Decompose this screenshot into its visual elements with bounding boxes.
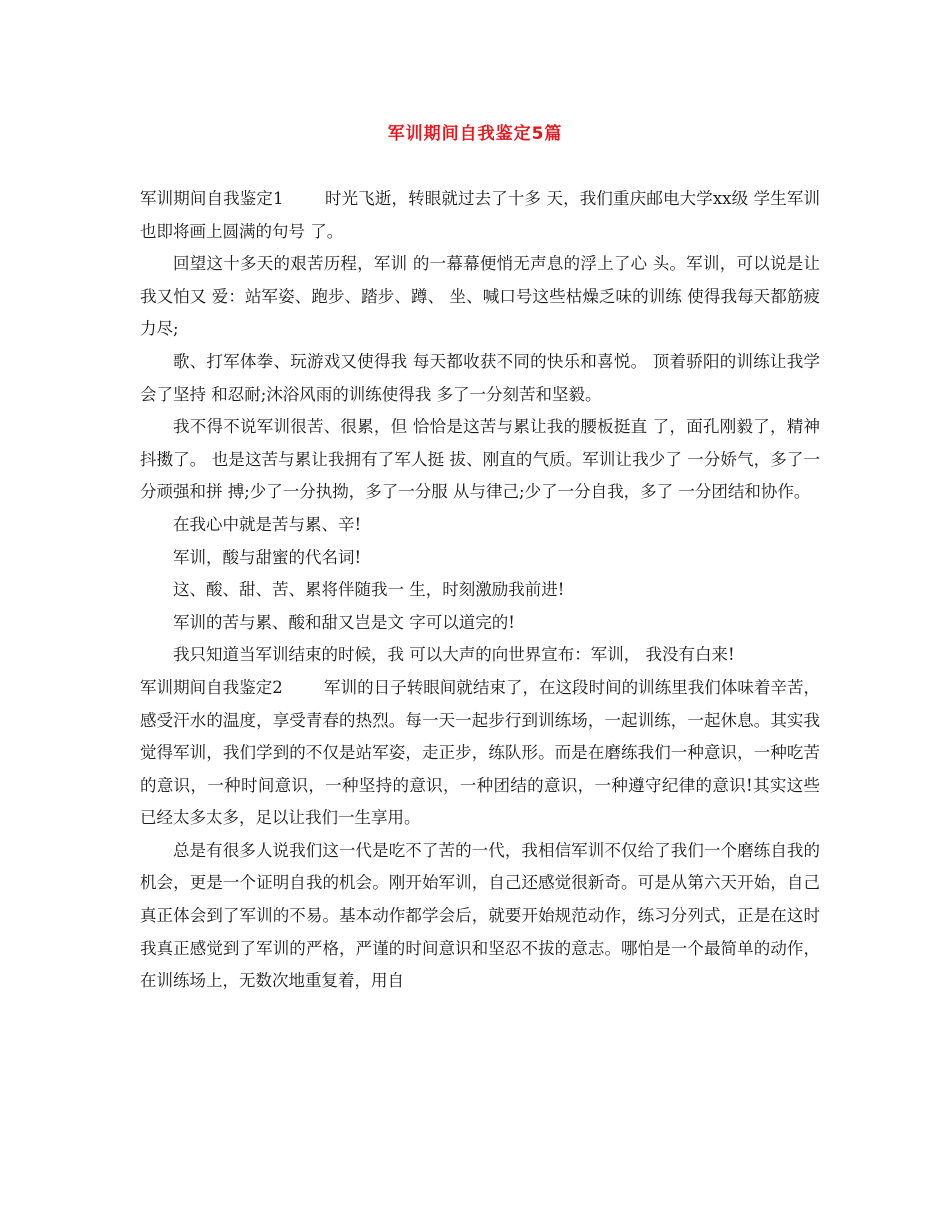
section-heading-2: 军训期间自我鉴定2 [140,677,283,697]
paragraph-4: 我不得不说军训很苦、很累，但 恰恰是这苦与累让我的腰板挺直 了，面孔刚毅了，精神抖擞了。 也是这苦与累让我拥有了军人挺 拔、刚直的气质。军训让我少了 一分娇气，多了一分顽强和拼 搏;少了一分执拗，多了一分服 从与律己;少了一分自我，多了 一分团结和协作。 [140,417,820,502]
document-body [140,183,820,998]
paragraph-text: 时光飞逝，转眼就过去了十多 天，我们重庆邮电大学xx级 学生军训也即将画上圆满的句号 了。 [140,189,820,241]
paragraph-text: 军训的日子转眼间就结束了，在这段时间的训练里我们体味着辛苦，感受汗水的温度，享受青春的热烈。每一天一起步行到训练场，一起训练，一起休息。其实我觉得军训，我们学到的不仅是站军姿，走正步，练队形。而是在磨练我们一种意识，一种吃苦的意识，一种时间意识，一种坚持的意识，一种团结的意识，一种遵守纪律的意识!其实这些已经太多太多，足以让我们一生享用。 [140,677,821,828]
paragraph-1 [140,183,820,248]
paragraph-3: 歌、打军体拳、玩游戏又使得我 每天都收获不同的快乐和喜悦。 顶着骄阳的训练让我学会了坚持 和忍耐;沐浴风雨的训练使得我 多了一分刻苦和坚毅。 [140,351,820,404]
paragraph-7: 这、酸、甜、苦、累将伴随我一 生，时刻激励我前进! [173,580,565,600]
paragraph-5: 在我心中就是苦与累、辛! [173,514,362,534]
paragraph-9: 我只知道当军训结束的时候，我 可以大声的向世界宣布：军训， 我没有白来! [173,645,735,665]
paragraph-10 [140,672,820,835]
paragraph-8: 军训的苦与累、酸和甜又岂是文 字可以道完的! [173,612,515,632]
paragraph-2: 回望这十多天的艰苦历程，军训 的一幕幕便悄无声息的浮上了心 头。军训，可以说是让我又怕又 爱：站军姿、跑步、踏步、蹲、 坐、喊口号这些枯燥乏味的训练 使得我每天都筋疲力尽; [140,254,820,339]
paragraph-6: 军训，酸与甜蜜的代名词! [173,547,362,567]
section-heading-1: 军训期间自我鉴定1 [140,189,284,208]
document-title: 军训期间自我鉴定5篇 [387,124,563,144]
paragraph-11: 总是有很多人说我们这一代是吃不了苦的一代，我相信军训不仅给了我们一个磨练自我的机会，更是一个证明自我的机会。刚开始军训，自己还感觉很新奇。可是从第六天开始，自己真正体会到了军训的不易。基本动作都学会后，就要开始规范动作，练习分列式，正是在这时我真正感觉到了军训的严格，严谨的时间意识和坚忍不拔的意志。哪怕是一个最简单的动作，在训练场上，无数次地重复着，用自 [140,840,820,991]
